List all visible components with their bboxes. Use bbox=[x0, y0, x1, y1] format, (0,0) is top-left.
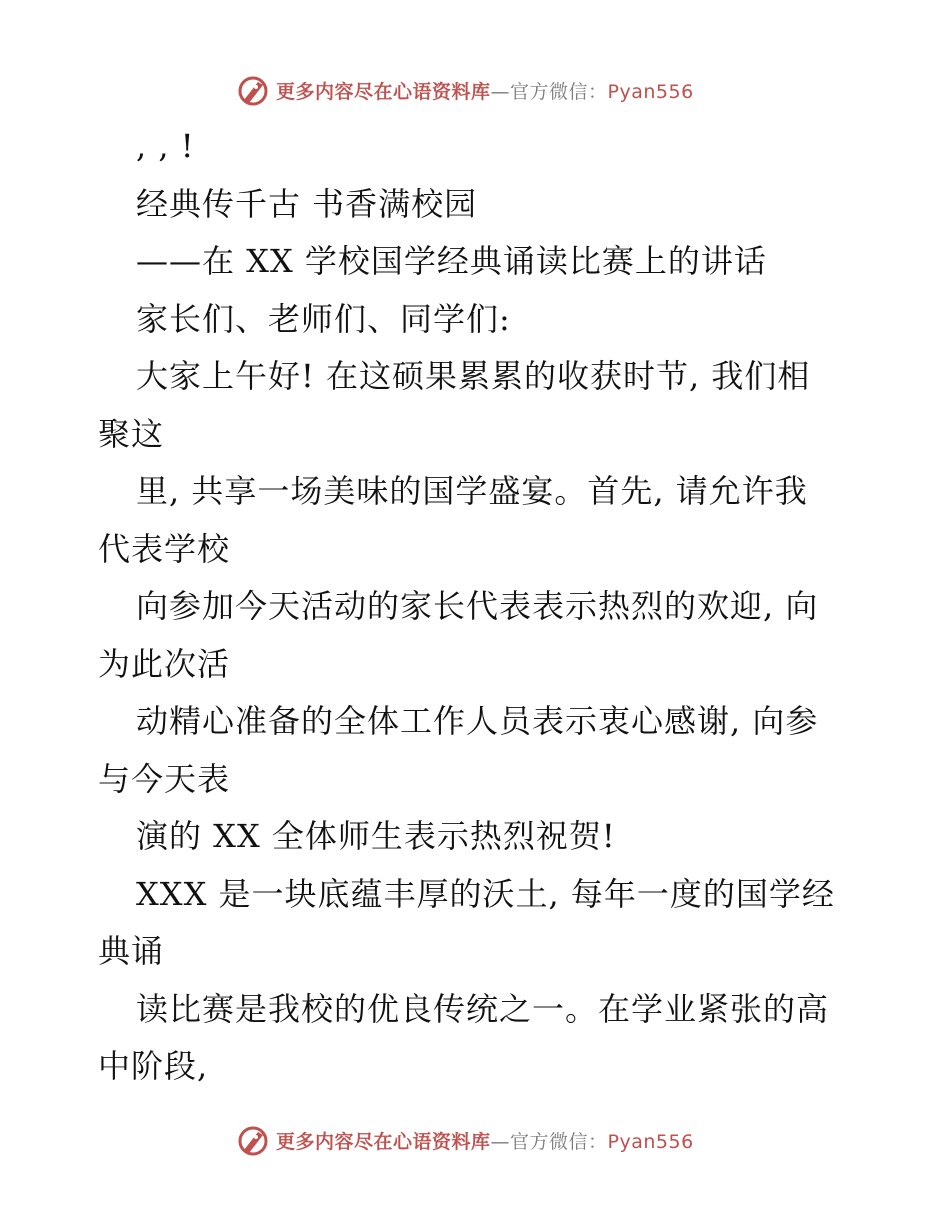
document-title: 经典传千古 书香满校园 bbox=[136, 184, 478, 223]
watermark-id: Pyan556 bbox=[607, 80, 694, 103]
text-line: 动精心准备的全体工作人员表示衷心感谢, 向参 bbox=[136, 702, 819, 740]
watermark-label: 官方微信： bbox=[510, 80, 608, 103]
text-line: , , ! bbox=[136, 127, 195, 165]
watermark-dash: — bbox=[490, 1130, 511, 1153]
watermark-brand: 更多内容尽在心语资料库 bbox=[276, 80, 491, 103]
document-subtitle: ——在 XX 学校国学经典诵读比赛上的讲话 bbox=[136, 242, 767, 280]
text-line: 大家上午好! 在这硕果累累的收获时节, 我们相 bbox=[136, 357, 811, 395]
text-line: 为此次活 bbox=[98, 644, 231, 683]
document-body bbox=[98, 118, 858, 1096]
footer-watermark bbox=[236, 1122, 716, 1158]
watermark-id: Pyan556 bbox=[607, 1130, 694, 1153]
text-line: 与今天表 bbox=[98, 759, 231, 798]
watermark-label: 官方微信： bbox=[510, 1130, 608, 1153]
pen-nib-icon bbox=[236, 73, 270, 107]
watermark-text bbox=[276, 1127, 694, 1154]
text-line: 典诵 bbox=[98, 932, 165, 970]
pen-nib-icon bbox=[236, 1123, 270, 1157]
text-line: 代表学校 bbox=[98, 529, 231, 568]
salutation: 家长们、老师们、同学们: bbox=[136, 299, 511, 338]
text-line: 聚这 bbox=[98, 414, 165, 453]
text-line: 演的 XX 全体师生表示热烈祝贺! bbox=[136, 817, 616, 855]
watermark-brand: 更多内容尽在心语资料库 bbox=[276, 1130, 491, 1153]
text-line: 里, 共享一场美味的国学盛宴。首先, 请允许我 bbox=[136, 472, 808, 510]
text-line: 中阶段, bbox=[98, 1047, 209, 1085]
watermark-text bbox=[276, 77, 694, 104]
text-line: 向参加今天活动的家长代表表示热烈的欢迎, 向 bbox=[136, 587, 819, 625]
text-line: 读比赛是我校的优良传统之一。在学业紧张的高 bbox=[136, 989, 830, 1028]
watermark-dash: — bbox=[490, 80, 511, 103]
text-line: XXX 是一块底蕴丰厚的沃土, 每年一度的国学经 bbox=[136, 874, 835, 913]
header-watermark bbox=[236, 72, 716, 108]
